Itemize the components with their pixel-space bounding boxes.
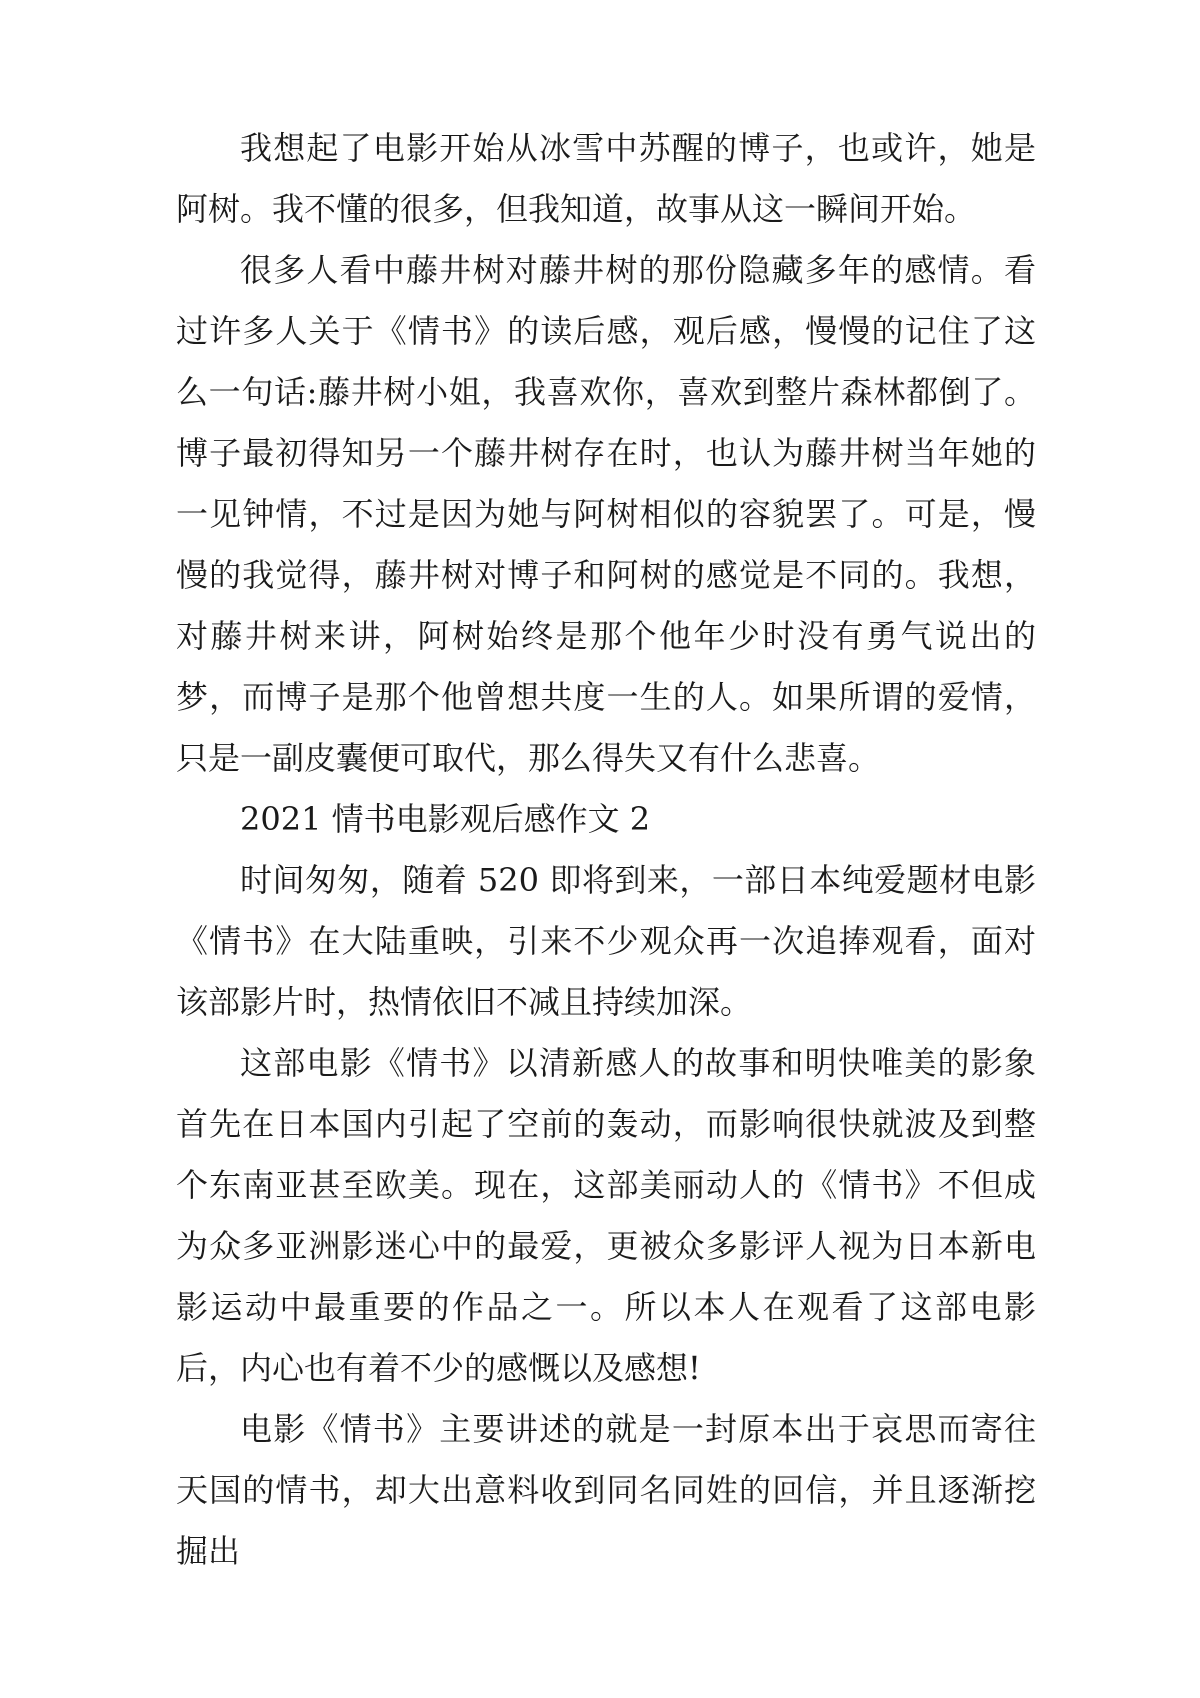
paragraph-2: 很多人看中藤井树对藤井树的那份隐藏多年的感情。看过许多人关于《情书》的读后感，观后感，慢慢的记住了这么一句话:藤井树小姐，我喜欢你，喜欢到整片森林都倒了。博子最初得知另一个藤井树存在时，也认为藤井树当年她的一见钟情，不过是因为她与阿树相似的容貌罢了。可是，慢慢的我觉得，藤井树对博子和阿树的感觉是不同的。我想，对藤井树来讲，阿树始终是那个他年少时没有勇气说出的梦，而博子是那个他曾想共度一生的人。如果所谓的爱情，只是一副皮囊便可取代，那么得失又有什么悲喜。 xyxy=(176,251,1036,777)
paragraph-5: 电影《情书》主要讲述的就是一封原本出于哀思而寄往天国的情书，却大出意料收到同名同姓的回信，并且逐渐挖掘出 xyxy=(176,1410,1036,1570)
document-body xyxy=(176,118,1036,1582)
section-heading: 2021 情书电影观后感作文 2 xyxy=(240,800,651,838)
paragraph-4: 这部电影《情书》以清新感人的故事和明快唯美的影象首先在日本国内引起了空前的轰动，而影响很快就波及到整个东南亚甚至欧美。现在，这部美丽动人的《情书》不但成为众多亚洲影迷心中的最爱，更被众多影评人视为日本新电影运动中最重要的作品之一。所以本人在观看了这部电影后，内心也有着不少的感慨以及感想! xyxy=(176,1044,1036,1387)
paragraph-3: 时间匆匆，随着 520 即将到来，一部日本纯爱题材电影《情书》在大陆重映，引来不少观众再一次追捧观看，面对该部影片时，热情依旧不减且持续加深。 xyxy=(176,861,1036,1021)
paragraph-1: 我想起了电影开始从冰雪中苏醒的博子，也或许，她是阿树。我不懂的很多，但我知道，故事从这一瞬间开始。 xyxy=(176,129,1036,228)
